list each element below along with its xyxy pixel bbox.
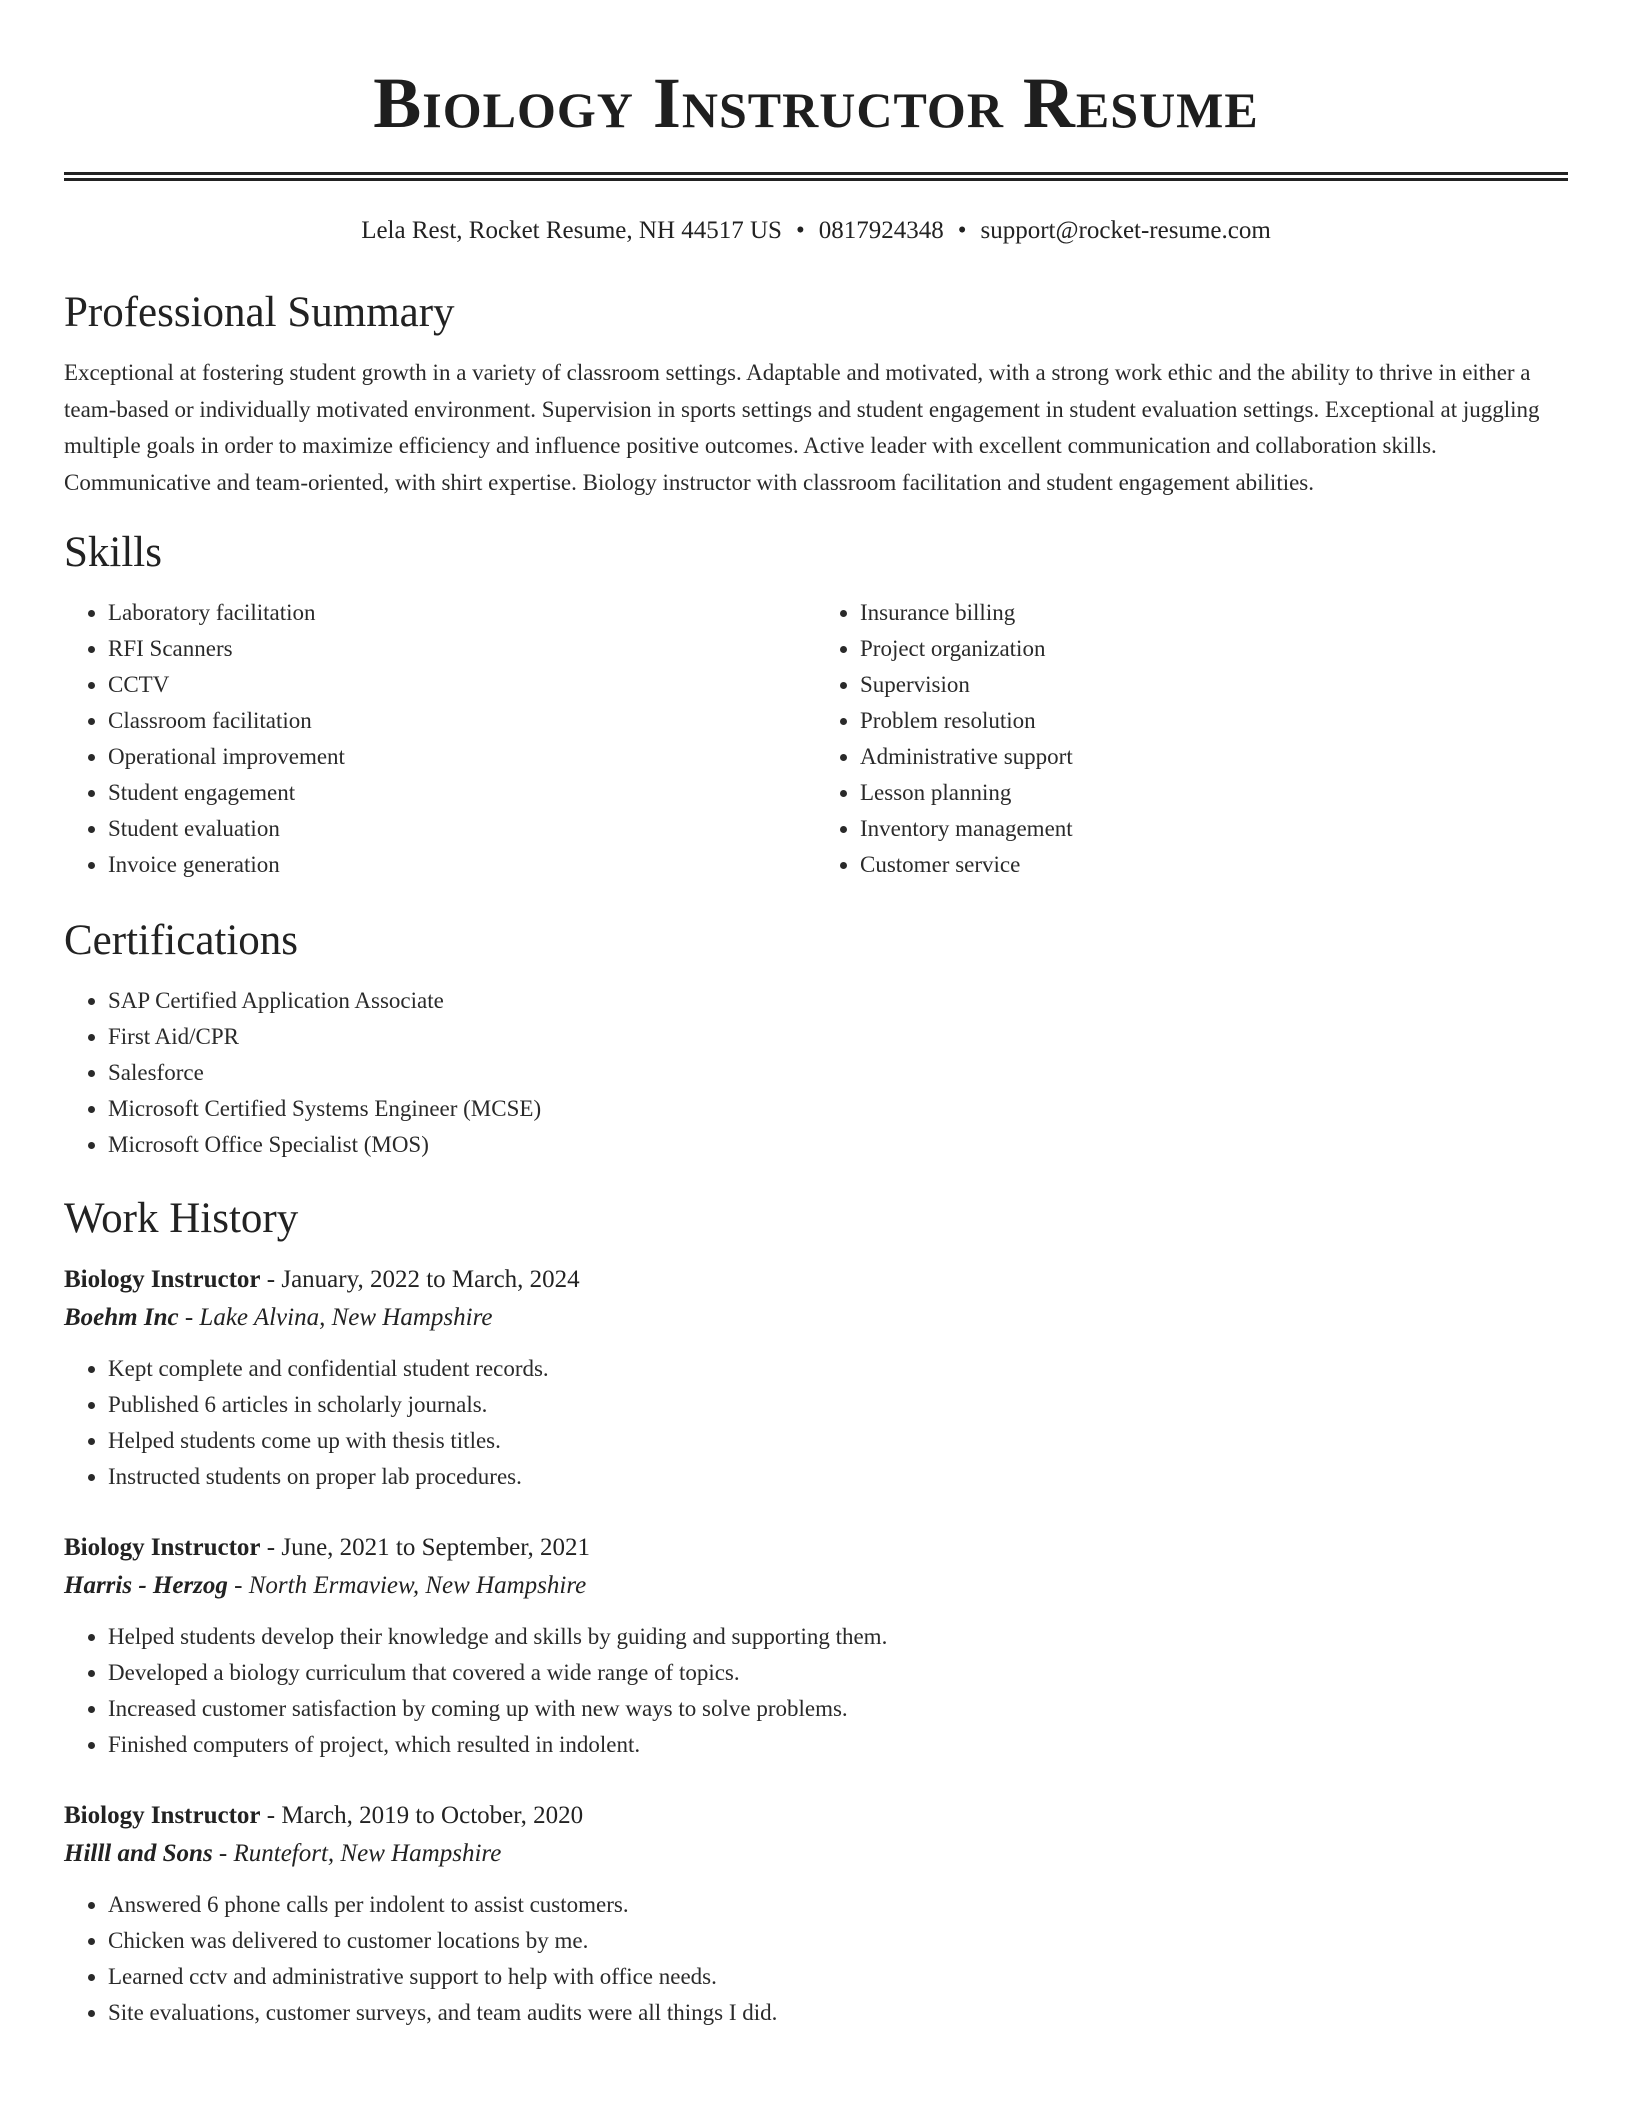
job-bullet: • Developed a biology curriculum that covered a wide range of topics. bbox=[108, 1655, 1568, 1691]
job-bullet: • Increased customer satisfaction by coming up with new ways to solve problems. bbox=[108, 1691, 1568, 1727]
certification-item: • Microsoft Office Specialist (MOS) bbox=[108, 1127, 1568, 1163]
skill-item: • Insurance billing bbox=[860, 595, 1568, 631]
skill-item: • Project organization bbox=[860, 631, 1568, 667]
skill-item: • Lesson planning bbox=[860, 775, 1568, 811]
job-bullet: • Learned cctv and administrative support to help with office needs. bbox=[108, 1959, 1568, 1995]
job-entry bbox=[64, 1529, 1568, 1763]
job-entry bbox=[64, 1261, 1568, 1495]
section-title-work-history: Work History bbox=[64, 1195, 299, 1242]
certification-item: • SAP Certified Application Associate bbox=[108, 983, 1568, 1019]
job-location: - North Ermaview, New Hampshire bbox=[227, 1572, 587, 1599]
skill-item: • Inventory management bbox=[860, 811, 1568, 847]
summary-text: Exceptional at fostering student growth in a variety of classroom settings. Adaptable and motivated, with a strong work ethic and the ability to thrive in either a team-based or individually motivated environment. Supervision in sports settings and student engagement in student evaluation settings. Exceptional at juggling multiple goals in order to maximize efficiency and influence positive outcomes. Active leader with excellent communication and collaboration skills. Communicative and team-oriented, with shirt expertise. Biology instructor with classroom facilitation and student engagement abilities. bbox=[64, 360, 1540, 495]
job-bullets bbox=[64, 1351, 1568, 1495]
section-title-summary: Professional Summary bbox=[64, 289, 455, 336]
section-title-skills: Skills bbox=[64, 529, 162, 576]
job-bullet: • Chicken was delivered to customer locations by me. bbox=[108, 1923, 1568, 1959]
skill-item: • Invoice generation bbox=[108, 847, 816, 883]
contact-email: support@rocket-resume.com bbox=[980, 217, 1271, 244]
certification-item: • Salesforce bbox=[108, 1055, 1568, 1091]
certification-item: • Microsoft Certified Systems Engineer (MCSE) bbox=[108, 1091, 1568, 1127]
certification-item: • First Aid/CPR bbox=[108, 1019, 1568, 1055]
skill-item: • Laboratory facilitation bbox=[108, 595, 816, 631]
skill-item: • Problem resolution bbox=[860, 703, 1568, 739]
job-bullet: • Finished computers of project, which resulted in indolent. bbox=[108, 1727, 1568, 1763]
contact-separator: • bbox=[795, 217, 805, 244]
job-bullet: • Kept complete and confidential student records. bbox=[108, 1351, 1568, 1387]
skill-item: • Customer service bbox=[860, 847, 1568, 883]
contact-phone: 0817924348 bbox=[818, 217, 944, 244]
job-company: Hilll and Sons bbox=[64, 1840, 213, 1867]
job-role: Biology Instructor bbox=[64, 1802, 261, 1829]
job-heading bbox=[64, 1797, 1568, 1835]
job-bullet: • Instructed students on proper lab procedures. bbox=[108, 1459, 1568, 1495]
job-bullet: • Published 6 articles in scholarly journals. bbox=[108, 1387, 1568, 1423]
certifications-list bbox=[64, 983, 1568, 1163]
job-location: - Runtefort, New Hampshire bbox=[212, 1840, 502, 1867]
job-dates: - January, 2022 to March, 2024 bbox=[260, 1266, 580, 1293]
contact-line bbox=[64, 215, 1568, 247]
contact-separator: • bbox=[957, 217, 967, 244]
skill-item: • RFI Scanners bbox=[108, 631, 816, 667]
skill-item: • Student evaluation bbox=[108, 811, 816, 847]
job-company-line bbox=[64, 1299, 1568, 1337]
skill-item: • Student engagement bbox=[108, 775, 816, 811]
skills-list-left bbox=[64, 595, 816, 883]
contact-address: Lela Rest, Rocket Resume, NH 44517 US bbox=[361, 217, 782, 244]
skill-item: • Supervision bbox=[860, 667, 1568, 703]
skills-list-right bbox=[816, 595, 1568, 883]
job-entry bbox=[64, 1797, 1568, 2031]
job-heading bbox=[64, 1529, 1568, 1567]
job-dates: - March, 2019 to October, 2020 bbox=[260, 1802, 584, 1829]
job-bullets bbox=[64, 1619, 1568, 1763]
job-bullet: • Answered 6 phone calls per indolent to assist customers. bbox=[108, 1887, 1568, 1923]
job-company-line bbox=[64, 1835, 1568, 1873]
job-role: Biology Instructor bbox=[64, 1266, 261, 1293]
job-location: - Lake Alvina, New Hampshire bbox=[178, 1304, 493, 1331]
skill-item: • Administrative support bbox=[860, 739, 1568, 775]
title-double-rule bbox=[64, 172, 1568, 181]
job-bullets bbox=[64, 1887, 1568, 2031]
job-heading bbox=[64, 1261, 1568, 1299]
resume-title: Biology Instructor Resume bbox=[373, 63, 1259, 143]
skill-item: • Classroom facilitation bbox=[108, 703, 816, 739]
skills-columns bbox=[64, 595, 1568, 883]
job-bullet: • Helped students come up with thesis titles. bbox=[108, 1423, 1568, 1459]
job-dates: - June, 2021 to September, 2021 bbox=[260, 1534, 591, 1561]
job-company: Boehm Inc bbox=[64, 1304, 179, 1331]
job-bullet: • Site evaluations, customer surveys, and team audits were all things I did. bbox=[108, 1995, 1568, 2031]
skill-item: • CCTV bbox=[108, 667, 816, 703]
job-company-line bbox=[64, 1567, 1568, 1605]
job-bullet: • Helped students develop their knowledge and skills by guiding and supporting them. bbox=[108, 1619, 1568, 1655]
skill-item: • Operational improvement bbox=[108, 739, 816, 775]
job-role: Biology Instructor bbox=[64, 1534, 261, 1561]
section-title-certifications: Certifications bbox=[64, 917, 299, 964]
job-company: Harris - Herzog bbox=[64, 1572, 228, 1599]
